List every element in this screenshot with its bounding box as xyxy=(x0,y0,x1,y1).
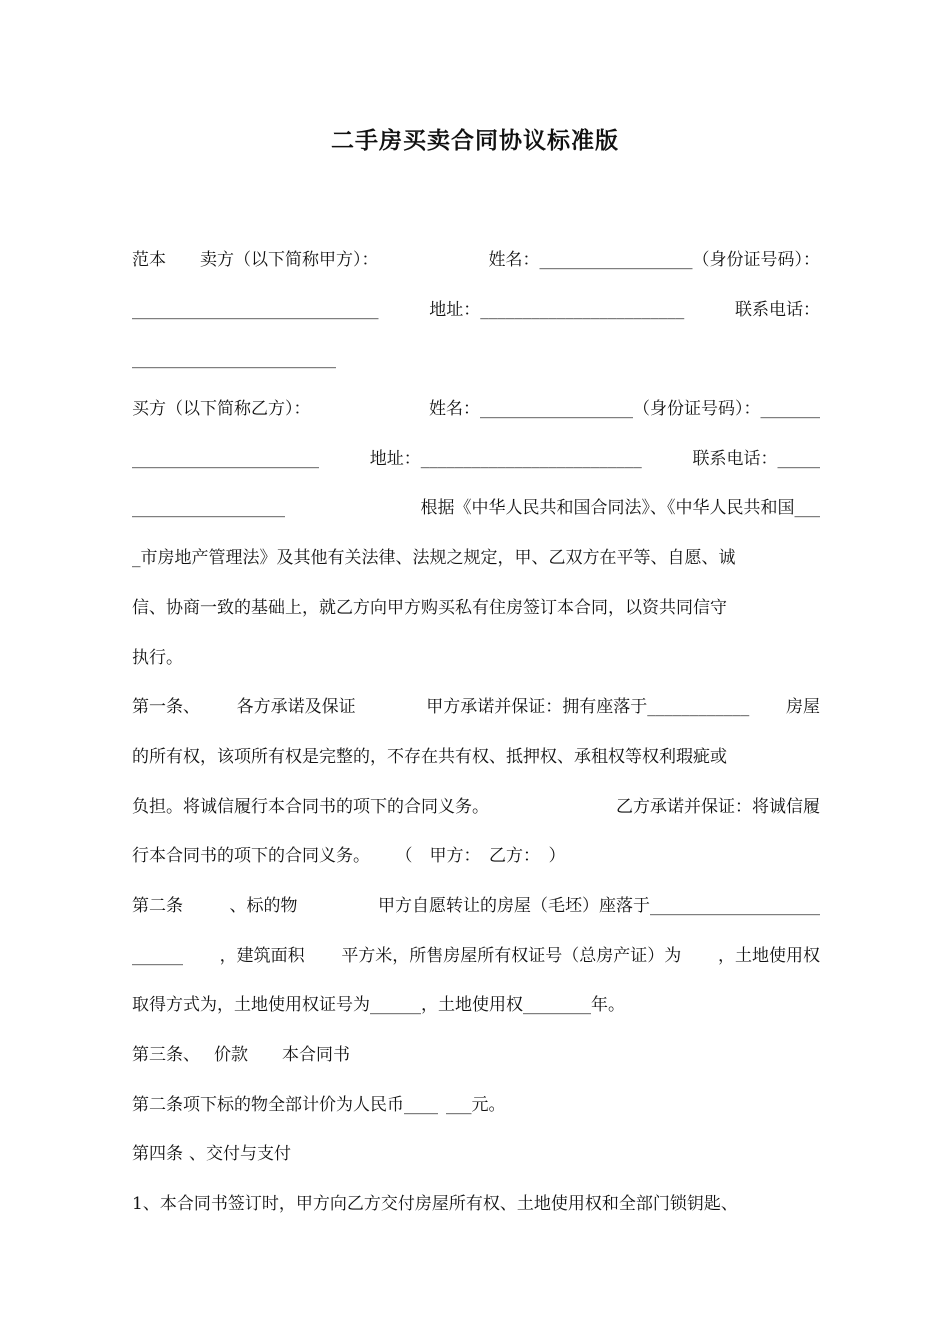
text-segment: 根据《中华人民共和国合同法》、《中华人民共和国___ xyxy=(386,498,820,519)
text-line xyxy=(132,839,820,889)
text-segment: ______________________ xyxy=(132,448,319,469)
text-segment: 第二条项下标的物全部计价为人民币____ xyxy=(132,1094,438,1115)
text-segment: _____________________________ xyxy=(132,299,379,320)
section-heading: 第四条 xyxy=(132,1144,183,1165)
text-segment: 1、本合同书签订时，甲方向乙方交付房屋所有权、土地使用权和全部门锁钥匙、 xyxy=(132,1194,738,1215)
text-segment: 信、协商一致的基础上，就乙方向甲方购买私有住房签订本合同，以资共同信守 xyxy=(132,597,727,618)
text-segment: 地址：________________________ xyxy=(429,299,685,320)
section-heading: 第一条、 xyxy=(132,697,200,718)
text-segment: ，土地使用权证号为___ xyxy=(217,995,396,1016)
text-line xyxy=(132,1187,820,1237)
text-segment: 本合同书 xyxy=(248,1045,350,1065)
text-segment: 联系电话：_____ xyxy=(692,448,820,469)
text-segment: 甲方自愿转让的房屋（毛坯）座落于____________________ xyxy=(344,895,820,916)
text-line xyxy=(132,740,820,790)
text-segment: ，土地使用权 xyxy=(717,945,820,966)
section-heading: 第二条 xyxy=(132,895,183,916)
text-segment: 地址：__________________________ xyxy=(369,448,642,469)
document-title: 二手房买卖合同协议标准版 xyxy=(331,128,619,154)
text-line xyxy=(132,243,820,293)
text-segment: 乙方承诺并保证：将诚信履 xyxy=(582,796,820,817)
text-segment: 姓名：__________________（身份证号码）：_______ xyxy=(395,399,820,420)
text-segment: 负担。将诚信履行本合同书的项下的合同义务。 xyxy=(132,796,489,817)
section-heading: 、标的物 xyxy=(229,895,298,916)
section-heading: 各方承诺及保证 xyxy=(236,697,356,718)
text-segment: 平方米，所售房屋所有权证号（总房产证）为 xyxy=(341,945,682,966)
text-segment: （ 甲方： 乙方： ） xyxy=(370,846,566,867)
text-line xyxy=(132,342,820,392)
text-segment: 行本合同书的项下的合同义务。 xyxy=(132,846,370,867)
text-line xyxy=(132,1088,820,1138)
text-segment: 买方（以下简称乙方）： xyxy=(132,399,311,420)
text-segment: 房屋 xyxy=(785,697,820,718)
section-heading: 价款 xyxy=(214,1045,248,1065)
text-segment: ___元。 xyxy=(446,1094,506,1115)
text-line xyxy=(132,293,820,343)
text-segment: 范本 卖方（以下简称甲方）： xyxy=(132,250,379,270)
text-line xyxy=(132,690,820,740)
text-segment: 甲方承诺并保证：拥有座落于____________ xyxy=(392,697,750,718)
text-line xyxy=(132,641,820,691)
text-line xyxy=(132,790,820,840)
document-body xyxy=(132,243,820,1237)
text-line xyxy=(132,988,820,1038)
text-segment: ___，土地使用权________年。 xyxy=(395,995,625,1016)
text-segment: ，建筑面积 xyxy=(219,945,305,966)
text-line xyxy=(132,1137,820,1187)
text-segment: 执行。 xyxy=(132,647,183,668)
text-line xyxy=(132,491,820,541)
text-segment: 姓名：__________________（身份证号码）： xyxy=(454,250,820,270)
text-line xyxy=(132,392,820,442)
text-segment: 取得方式为 xyxy=(132,995,217,1016)
text-segment: 的所有权，该项所有权是完整的，不存在共有权、抵押权、承租权等权利瑕疵或 xyxy=(132,746,727,767)
text-segment: 联系电话： xyxy=(735,299,820,320)
text-line xyxy=(132,442,820,492)
text-segment: ________________________ xyxy=(132,349,336,370)
text-segment: ______ xyxy=(132,945,183,966)
section-heading: 、交付与支付 xyxy=(189,1144,291,1165)
text-line xyxy=(132,939,820,989)
text-line xyxy=(132,889,820,939)
text-line xyxy=(132,541,820,591)
text-line xyxy=(132,1038,820,1088)
text-segment: _市房地产管理法》及其他有关法律、法规之规定，甲、乙双方在平等、自愿、诚 xyxy=(132,548,736,569)
text-segment: __________________ xyxy=(132,498,285,519)
section-heading: 第三条、 xyxy=(132,1045,200,1065)
text-line xyxy=(132,591,820,641)
